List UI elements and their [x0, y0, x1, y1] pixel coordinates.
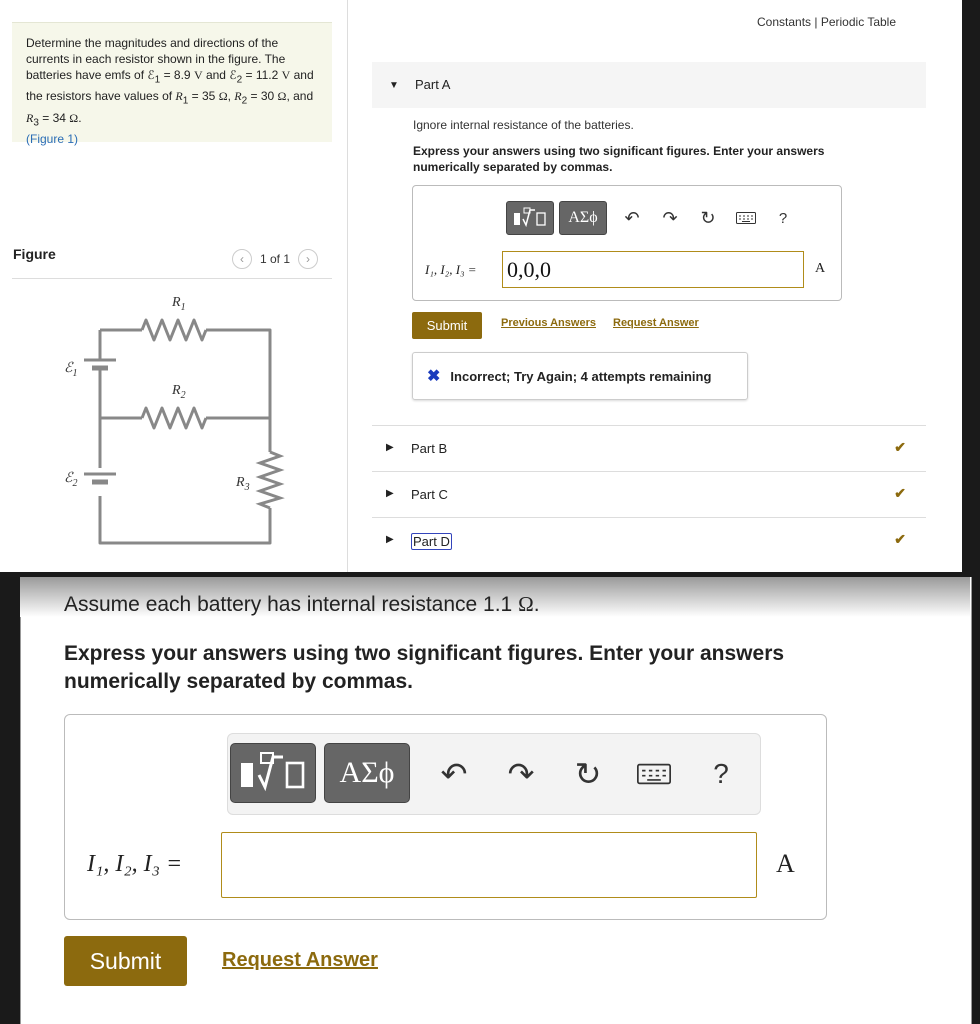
figure-page-count: 1 of 1 [260, 252, 291, 266]
part-b-row[interactable] [372, 425, 926, 472]
part-e-toolbar [227, 733, 761, 815]
undo-icon[interactable]: ↶ [624, 207, 640, 228]
svg-text:R3 [235, 475, 250, 493]
reset-icon[interactable]: ↻ [700, 207, 716, 228]
checkmark-icon: ✔ [894, 531, 906, 547]
part-e-express-text: Express your answers using two significant figures. Enter your answers numerically separated by commas. [64, 642, 785, 693]
emf2-sub: 2 [236, 74, 243, 86]
e1-label: ℰ [64, 361, 73, 376]
part-e-answer-input[interactable] [221, 832, 757, 898]
feedback-text: Incorrect; Try Again; 4 attempts remaining [450, 368, 712, 384]
part-e-answer-label: I₁, I₂, I₃ = [87, 851, 183, 877]
redo-icon[interactable]: ↷ [507, 756, 535, 792]
assume-period: . [533, 593, 540, 616]
r1-symbol: R [175, 89, 183, 104]
svg-text:ℰ2 [64, 471, 77, 489]
part-a-answer-box [412, 185, 842, 301]
undo-icon[interactable]: ↶ [440, 756, 468, 792]
keyboard-icon[interactable] [735, 210, 757, 226]
r2-symbol: R [234, 89, 242, 104]
reset-icon[interactable]: ↻ [574, 756, 602, 792]
column-divider [347, 0, 348, 572]
problem-statement: Determine the magnitudes and directions of the currents in each resistor shown in the figure. The batteries have emfs of ℰ$_1$ = 8.9 V and ℰ$_2$ = 11.2 V and the resistors have values of $R_1 = 35$ Ω, $R_2 = 30$ Ω, and $R_3 = 34$ Ω. (Figure 1) [12, 22, 332, 142]
problem-text-2: and the resistors have values of [26, 68, 314, 104]
part-c-label: Part C [411, 487, 448, 502]
caret-right-icon: ▶ [386, 488, 394, 499]
r1-value: = 35 [188, 89, 219, 104]
help-icon[interactable]: ? [778, 209, 788, 227]
assume-ohm-unit: Ω [518, 592, 534, 616]
greek-symbols-button[interactable]: ΑΣϕ [559, 201, 607, 235]
feedback-box [412, 352, 748, 400]
chevron-right-icon[interactable]: › [298, 249, 318, 269]
emf1-unit: V [193, 68, 203, 82]
checkmark-icon: ✔ [894, 485, 906, 501]
r1-label-sub: 1 [180, 302, 186, 313]
svg-text:R2 [171, 383, 186, 401]
part-a-label: Part A [415, 77, 451, 92]
part-c-row[interactable] [372, 471, 926, 518]
and-text-2: , and [286, 89, 314, 104]
r2-label: R [172, 383, 181, 398]
header-separator: | [814, 15, 818, 29]
emf2-unit: V [281, 68, 291, 82]
part-e-assume-text [64, 592, 540, 617]
ohm-unit: Ω [277, 89, 287, 104]
svg-text:R1 [171, 295, 186, 313]
part-d-label: Part D [413, 534, 450, 549]
ohm-unit: Ω [69, 110, 79, 125]
emf1-sub: 1 [154, 74, 161, 86]
problem-text: Determine the magnitudes and directions of the currents in each resistor shown in the figure. The batteries have emfs of [26, 36, 286, 82]
part-a-answer-label: I₁, I₂, I₃ = [425, 262, 477, 277]
constants-link[interactable]: Constants [757, 15, 812, 29]
part-e-answer-box [64, 714, 827, 920]
r1-sub: 1 [182, 95, 189, 107]
part-e-submit-button[interactable]: Submit [64, 936, 187, 986]
part-a-submit-button[interactable]: Submit [412, 312, 482, 339]
help-icon[interactable]: ? [713, 758, 729, 789]
redo-icon[interactable]: ↷ [662, 207, 678, 228]
circuit-diagram [40, 290, 330, 555]
ohm-unit: Ω [218, 89, 228, 104]
templates-button[interactable] [506, 201, 554, 235]
emf2-symbol: ℰ [229, 68, 237, 82]
figure-pager [232, 249, 318, 269]
emf1-symbol: ℰ [147, 68, 155, 82]
r3-symbol: R [26, 110, 34, 125]
part-a-express-text: Express your answers using two significant figures. Enter your answers numerically separated by commas. [413, 144, 825, 174]
part-a-unit: A [815, 261, 826, 276]
r3-sub: 3 [33, 117, 39, 129]
part-a-instruction: Ignore internal resistance of the batteries. [413, 118, 634, 132]
figure-heading: Figure [13, 246, 56, 262]
part-b-label: Part B [411, 441, 448, 456]
e1-label-sub: 1 [72, 368, 78, 379]
emf2-value: = 11.2 [242, 68, 282, 82]
part-e-unit: A [776, 849, 795, 878]
templates-icon [512, 207, 548, 229]
r3-value: = 34 [38, 110, 70, 125]
figure-divider [12, 278, 332, 279]
e2-label: ℰ [64, 471, 73, 486]
periodic-table-link[interactable]: Periodic Table [820, 15, 897, 29]
r2-sub: 2 [241, 95, 248, 107]
part-a-answer-input[interactable]: 0,0,0 [502, 251, 804, 288]
caret-right-icon: ▶ [386, 442, 394, 453]
r2-value: = 30 [247, 89, 278, 104]
part-d-row[interactable] [372, 517, 926, 572]
r3-label: R [236, 475, 245, 490]
caret-right-icon: ▶ [386, 534, 394, 545]
and-text: and [202, 68, 230, 82]
e2-label-sub: 2 [72, 478, 78, 489]
resistor-r1-zigzag [142, 320, 206, 340]
incorrect-x-icon: ✖ [427, 368, 441, 385]
previous-answers-link[interactable]: Previous Answers [501, 317, 596, 329]
wire-loop [100, 330, 270, 543]
header-links [757, 15, 896, 29]
chevron-left-icon[interactable]: ‹ [232, 249, 252, 269]
checkmark-icon: ✔ [894, 439, 906, 455]
r3-label-sub: 3 [244, 482, 250, 493]
figure-link[interactable]: (Figure 1) [26, 132, 79, 147]
part-e-request-answer-link[interactable]: Request Answer [222, 949, 378, 971]
assume-text: Assume each battery has internal resistance 1.1 [64, 593, 519, 616]
caret-down-icon: ▼ [389, 80, 399, 91]
templates-button[interactable] [230, 743, 316, 803]
templates-icon [237, 751, 309, 795]
part-a-request-answer-link[interactable]: Request Answer [613, 317, 699, 329]
emf1-value: = 8.9 [160, 68, 194, 82]
part-a-header[interactable] [372, 62, 926, 108]
svg-text:ℰ1 [64, 361, 77, 379]
keyboard-icon[interactable] [636, 762, 672, 786]
greek-symbols-button[interactable]: ΑΣϕ [324, 743, 410, 803]
r2-label-sub: 2 [180, 390, 186, 401]
resistor-r2-zigzag [142, 408, 206, 428]
r1-label: R [172, 295, 181, 310]
